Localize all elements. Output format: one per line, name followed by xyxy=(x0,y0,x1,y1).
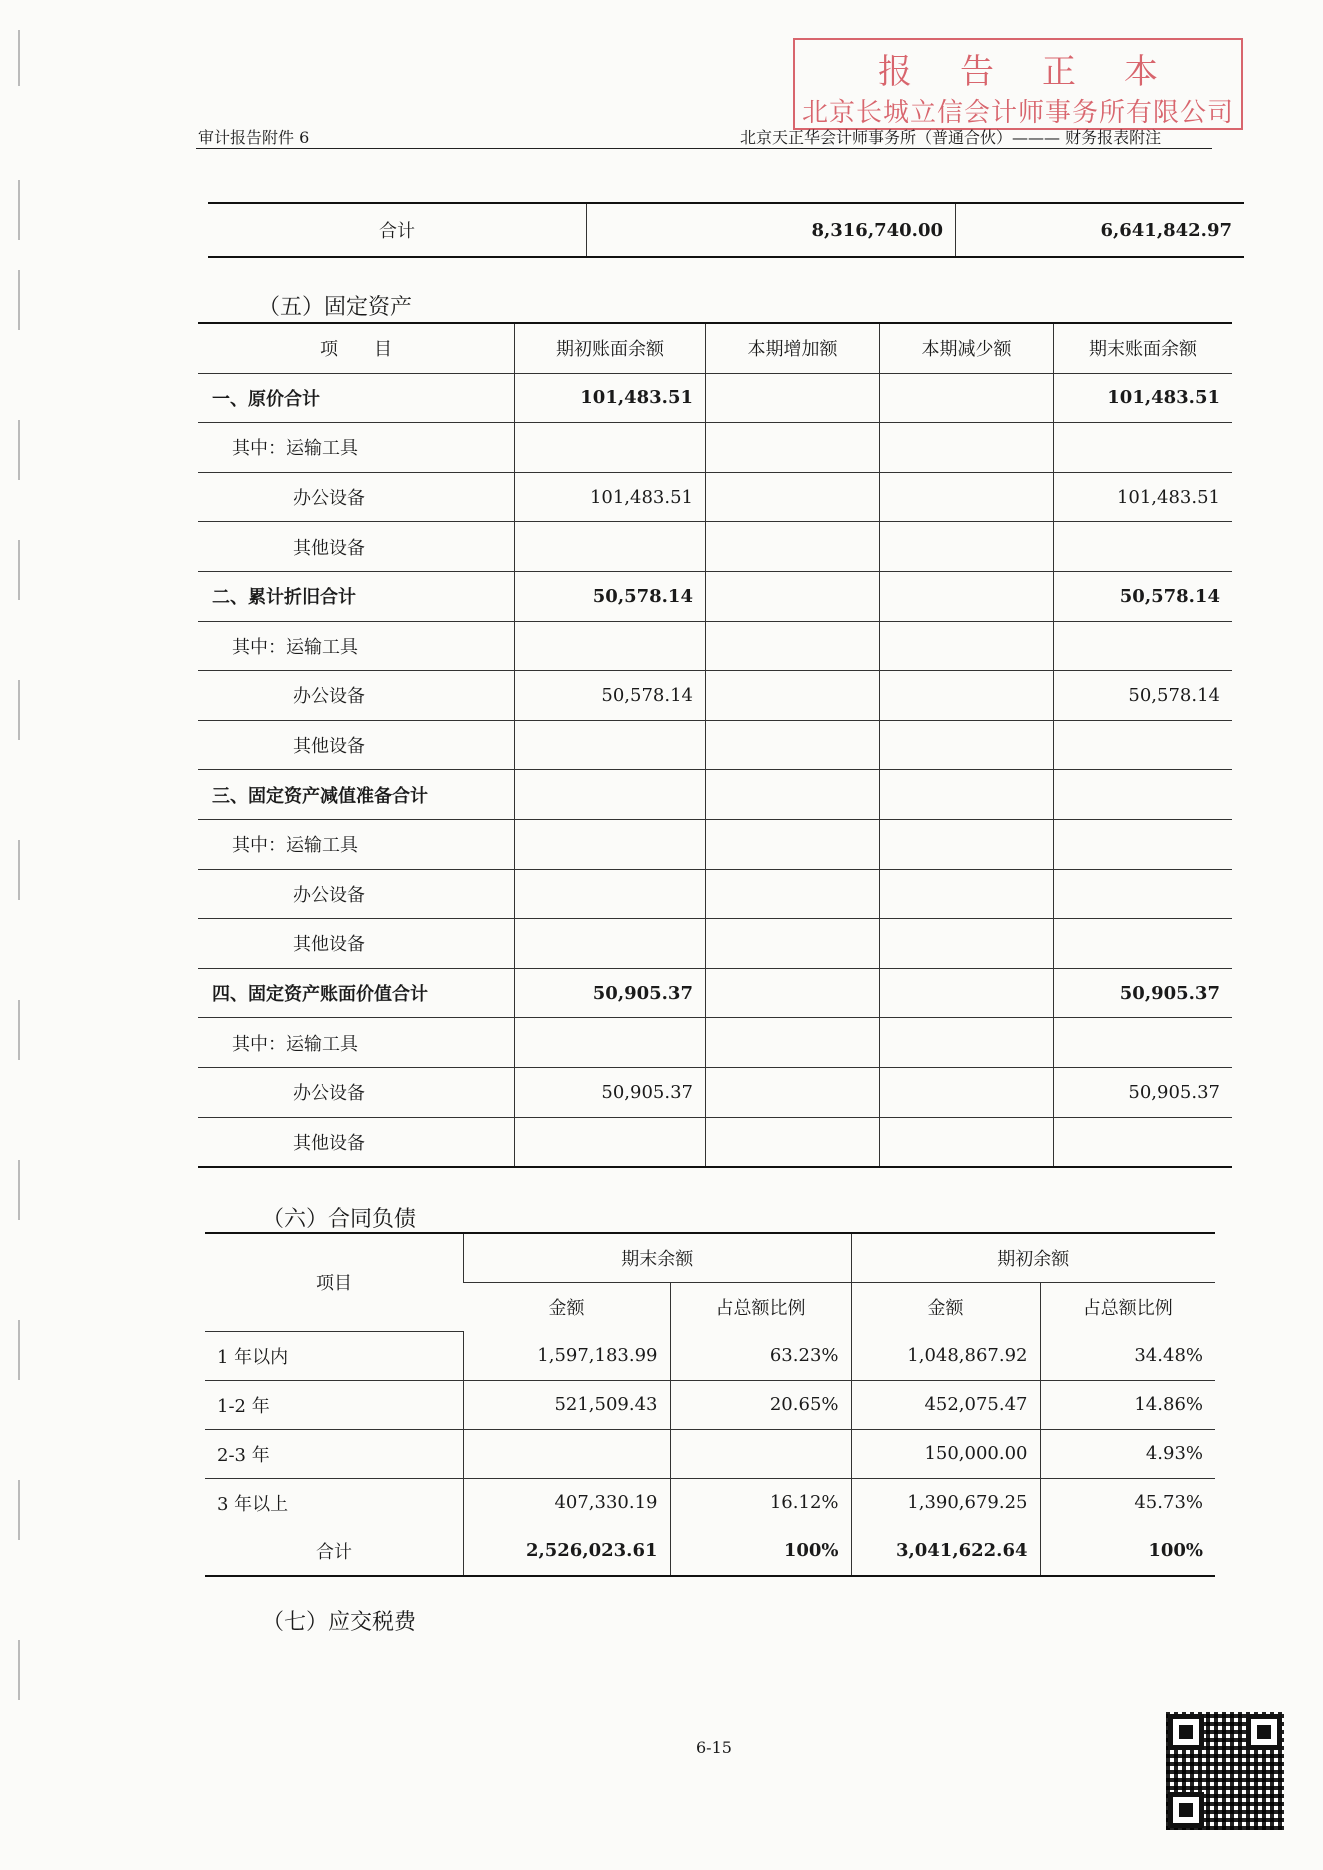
cell-begin xyxy=(515,819,706,869)
cell-increase xyxy=(706,571,880,621)
cell-end-amount: 407,330.19 xyxy=(464,1478,671,1527)
row-label: 其中：运输工具 xyxy=(198,1018,515,1068)
cell-decrease xyxy=(880,1067,1054,1117)
row-label: 其他设备 xyxy=(198,919,515,969)
header-rule xyxy=(196,148,1212,149)
cell-decrease xyxy=(880,671,1054,721)
cell-end xyxy=(1054,522,1233,572)
total-label: 合计 xyxy=(379,221,415,242)
cell-end-amount xyxy=(464,1429,671,1478)
cell-increase xyxy=(706,1018,880,1068)
table-row xyxy=(198,869,1232,919)
binder-mark xyxy=(18,1480,32,1540)
cell-decrease xyxy=(880,522,1054,572)
cell-decrease xyxy=(880,1117,1054,1167)
binder-mark xyxy=(18,1320,32,1380)
cell-increase xyxy=(706,869,880,919)
cell-end-amount: 521,509.43 xyxy=(464,1380,671,1429)
table-row xyxy=(198,1117,1232,1167)
col-header-increase: 本期增加额 xyxy=(706,323,880,373)
cell-end-ratio: 20.65% xyxy=(670,1380,851,1429)
cell-begin: 50,578.14 xyxy=(515,671,706,721)
table-row xyxy=(198,770,1232,820)
table-row xyxy=(198,968,1232,1018)
cell-increase xyxy=(706,522,880,572)
col-group-end: 期末余额 xyxy=(464,1233,852,1283)
row-label: 三、固定资产减值准备合计 xyxy=(198,770,515,820)
cell-begin xyxy=(515,1018,706,1068)
cell-begin-amount: 452,075.47 xyxy=(851,1380,1040,1429)
cell-end-ratio: 63.23% xyxy=(670,1331,851,1380)
table-row xyxy=(198,423,1232,473)
cell-increase xyxy=(706,671,880,721)
table-row xyxy=(205,1380,1215,1429)
col-header-decrease: 本期减少额 xyxy=(880,323,1054,373)
cell-begin-ratio: 34.48% xyxy=(1040,1331,1215,1380)
table-row xyxy=(198,373,1232,423)
table-header-row xyxy=(205,1233,1215,1283)
cell-begin-ratio: 45.73% xyxy=(1040,1478,1215,1527)
row-label: 3 年以上 xyxy=(217,1493,289,1515)
col-header-end-amount: 金额 xyxy=(548,1298,585,1319)
cell-decrease xyxy=(880,968,1054,1018)
cell-begin xyxy=(515,423,706,473)
cell-end xyxy=(1054,819,1233,869)
cell-end: 50,905.37 xyxy=(1054,1067,1233,1117)
cell-begin xyxy=(515,720,706,770)
cell-end xyxy=(1054,869,1233,919)
cell-end: 50,578.14 xyxy=(1054,671,1233,721)
page-number: 6-15 xyxy=(696,1738,732,1757)
row-label: 办公设备 xyxy=(198,472,515,522)
header-right: 北京天正华会计师事务所（普通合伙）——— 财务报表附注 xyxy=(740,128,1162,147)
table-row xyxy=(205,1478,1215,1527)
cell-increase xyxy=(706,770,880,820)
cell-begin xyxy=(515,621,706,671)
cell-increase xyxy=(706,373,880,423)
cell-increase xyxy=(706,621,880,671)
cell-begin: 50,905.37 xyxy=(515,1067,706,1117)
cell-decrease xyxy=(880,720,1054,770)
cell-begin xyxy=(515,522,706,572)
row-label: 1-2 年 xyxy=(205,1380,464,1429)
row-label: 其中：运输工具 xyxy=(198,621,515,671)
col-header-end: 期末账面余额 xyxy=(1054,323,1233,373)
header-left: 审计报告附件 6 xyxy=(198,128,310,147)
row-label: 四、固定资产账面价值合计 xyxy=(198,968,515,1018)
row-label: 一、原价合计 xyxy=(198,373,515,423)
row-label: 办公设备 xyxy=(198,1067,515,1117)
total-begin-amount: 3,041,622.64 xyxy=(851,1527,1040,1576)
col-group-begin: 期初余额 xyxy=(851,1233,1215,1283)
cell-end: 50,905.37 xyxy=(1054,968,1233,1018)
binder-mark xyxy=(18,1640,32,1700)
qr-code-icon xyxy=(1166,1712,1284,1830)
cell-end xyxy=(1054,770,1233,820)
total-label: 合计 xyxy=(316,1541,352,1563)
cell-decrease xyxy=(880,423,1054,473)
row-label: 办公设备 xyxy=(198,869,515,919)
table-row xyxy=(198,472,1232,522)
previous-table-total xyxy=(208,202,1244,258)
cell-decrease xyxy=(880,571,1054,621)
cell-increase xyxy=(706,968,880,1018)
cell-end-ratio: 16.12% xyxy=(670,1478,851,1527)
row-label: 二、累计折旧合计 xyxy=(198,571,515,621)
table-row xyxy=(198,671,1232,721)
cell-begin-amount: 1,048,867.92 xyxy=(851,1331,1040,1380)
col-header-begin-amount: 金额 xyxy=(851,1283,1040,1332)
table-total-row xyxy=(205,1527,1215,1576)
report-stamp xyxy=(793,38,1243,130)
cell-end-ratio xyxy=(670,1429,851,1478)
row-label: 2-3 年 xyxy=(205,1429,464,1478)
total-end-ratio: 100% xyxy=(670,1527,851,1576)
cell-begin xyxy=(515,869,706,919)
cell-decrease xyxy=(880,919,1054,969)
cell-decrease xyxy=(880,869,1054,919)
cell-begin-ratio: 4.93% xyxy=(1040,1429,1215,1478)
binder-mark xyxy=(18,180,32,240)
cell-begin xyxy=(515,1117,706,1167)
row-label: 其他设备 xyxy=(198,720,515,770)
row-label: 其他设备 xyxy=(198,522,515,572)
cell-increase xyxy=(706,919,880,969)
binder-mark xyxy=(18,270,32,330)
cell-end xyxy=(1054,720,1233,770)
table-row xyxy=(198,522,1232,572)
table-row xyxy=(205,1331,1215,1380)
cell-decrease xyxy=(880,472,1054,522)
cell-begin: 50,905.37 xyxy=(515,968,706,1018)
total-begin-ratio: 100% xyxy=(1040,1527,1215,1576)
cell-decrease xyxy=(880,621,1054,671)
table-row xyxy=(198,919,1232,969)
cell-increase xyxy=(706,1067,880,1117)
table-header-row xyxy=(198,323,1232,373)
cell-increase xyxy=(706,423,880,473)
table-row xyxy=(198,571,1232,621)
cell-end xyxy=(1054,423,1233,473)
cell-end: 101,483.51 xyxy=(1054,373,1233,423)
row-label: 办公设备 xyxy=(198,671,515,721)
binder-mark xyxy=(18,680,32,740)
fixed-assets-table xyxy=(198,322,1232,1168)
binder-mark xyxy=(18,30,32,86)
cell-begin-amount: 1,390,679.25 xyxy=(851,1478,1040,1527)
table-row xyxy=(198,720,1232,770)
binder-mark xyxy=(18,1000,32,1060)
stamp-line2: 北京长城立信会计师事务所有限公司 xyxy=(801,98,1234,128)
cell-end xyxy=(1054,1018,1233,1068)
col-header-begin-ratio: 占总额比例 xyxy=(1040,1283,1215,1332)
col-header-item: 项目 xyxy=(205,1233,464,1331)
contract-liabilities-table xyxy=(205,1232,1215,1577)
cell-increase xyxy=(706,720,880,770)
contract-liabilities-title: （六）合同负债 xyxy=(262,1207,417,1232)
cell-end xyxy=(1054,621,1233,671)
taxes-payable-title: （七）应交税费 xyxy=(262,1610,417,1635)
row-label: 其中：运输工具 xyxy=(198,423,515,473)
cell-begin: 50,578.14 xyxy=(515,571,706,621)
cell-begin-amount: 150,000.00 xyxy=(851,1429,1040,1478)
cell-begin xyxy=(515,919,706,969)
table-row xyxy=(198,1067,1232,1117)
table-row xyxy=(208,203,1244,257)
table-row xyxy=(198,621,1232,671)
cell-begin: 101,483.51 xyxy=(515,373,706,423)
fixed-assets-title: （五）固定资产 xyxy=(258,295,413,320)
cell-end: 50,578.14 xyxy=(1054,571,1233,621)
cell-increase xyxy=(706,472,880,522)
cell-end xyxy=(1054,919,1233,969)
row-label: 其中：运输工具 xyxy=(198,819,515,869)
cell-begin-ratio: 14.86% xyxy=(1040,1380,1215,1429)
cell-end xyxy=(1054,1117,1233,1167)
cell-decrease xyxy=(880,373,1054,423)
stamp-line1: 报告正本 xyxy=(878,52,1206,92)
col-header-end-ratio: 占总额比例 xyxy=(670,1283,851,1332)
cell-increase xyxy=(706,819,880,869)
cell-begin xyxy=(515,770,706,820)
total-value-1: 8,316,740.00 xyxy=(587,203,956,257)
binder-mark xyxy=(18,540,32,600)
table-row xyxy=(198,819,1232,869)
row-label: 其他设备 xyxy=(293,1132,365,1154)
cell-decrease xyxy=(880,770,1054,820)
total-value-2: 6,641,842.97 xyxy=(956,203,1245,257)
cell-decrease xyxy=(880,819,1054,869)
cell-begin: 101,483.51 xyxy=(515,472,706,522)
table-row xyxy=(198,1018,1232,1068)
total-end-amount: 2,526,023.61 xyxy=(464,1527,671,1576)
col-header-item: 项 目 xyxy=(198,323,515,373)
binder-mark xyxy=(18,1160,32,1220)
cell-decrease xyxy=(880,1018,1054,1068)
col-header-begin: 期初账面余额 xyxy=(515,323,706,373)
cell-end-amount: 1,597,183.99 xyxy=(464,1331,671,1380)
cell-end: 101,483.51 xyxy=(1054,472,1233,522)
row-label: 1 年以内 xyxy=(205,1331,464,1380)
binder-mark xyxy=(18,840,32,900)
cell-increase xyxy=(706,1117,880,1167)
binder-mark xyxy=(18,420,32,480)
table-row xyxy=(205,1429,1215,1478)
